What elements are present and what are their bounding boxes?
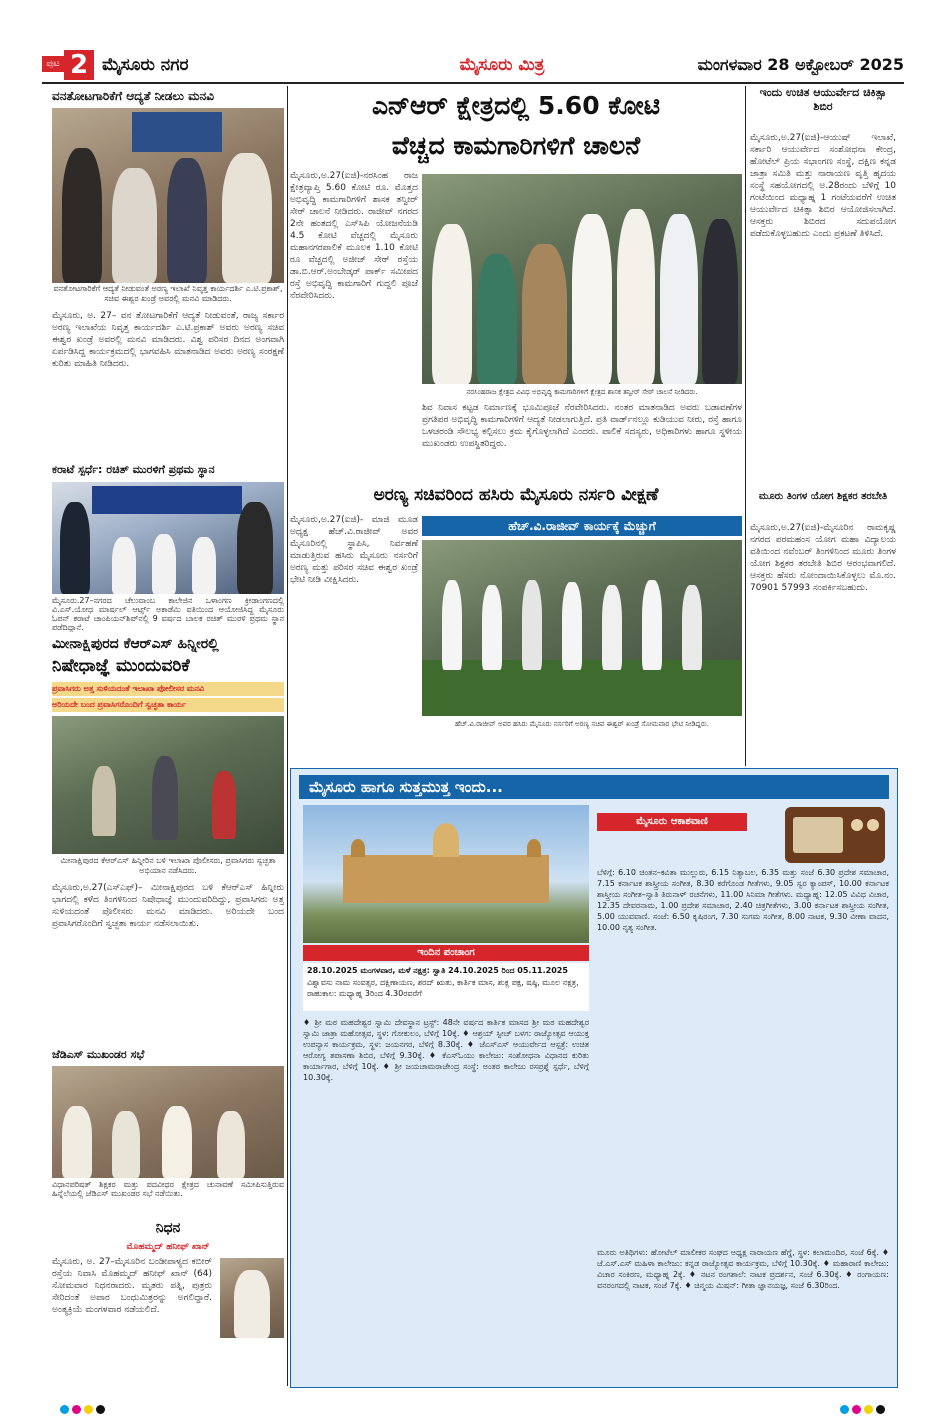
person-figure: [702, 219, 738, 384]
column-divider: [287, 86, 288, 1386]
main-story-photo: [422, 174, 742, 384]
person-figure: [217, 1111, 245, 1178]
person-figure: [152, 534, 176, 594]
section-title: ಮೈಸೂರು ನಗರ: [102, 55, 189, 75]
palace-body: [343, 855, 549, 903]
main-headline: ಎನ್‌ಆರ್ ಕ್ಷೇತ್ರದಲ್ಲಿ 5.60 ಕೋಟಿ: [371, 91, 661, 120]
registration-mark-black: [876, 1405, 885, 1414]
radio-speaker: [793, 817, 843, 853]
nursery-body: ಮೈಸೂರು,ಅ.27(ಐಜಿ)- ಮಾಜಿ ಮೂಡ ಅಧ್ಯಕ್ಷ ಹೆಚ್.ವಿ.ರಾಜೀವ್ ಅವರ ಮೈಸೂರಿನಲ್ಲಿ ಸ್ಥಾಪಿಸಿ, ನಿರ್ವಹಣೆ ಮಾಡುತ್ತಿರುವ ಹಸಿರು ಮೈಸೂರು ನರ್ಸರಿಗೆ ಅರಣ್ಯ ಮತ್ತು ಪರಿಸರ ಸಚಿವ ಈಶ್ವರ ಖಂಡ್ರೆ ಭೇಟಿ ನೀಡಿ ವೀಕ್ಷಿಸಿದರು.: [290, 515, 418, 585]
photo-caption: ವಿಧಾನಪರಿಷತ್ ಶಿಕ್ಷಕರ ಮತ್ತು ಪದವೀಧರ ಕ್ಷೇತ್ರದ ಚುನಾವಣೆ ಸಮೀಪಿಸುತ್ತಿರುವ ಹಿನ್ನೆಲೆಯಲ್ಲಿ ಜೆಡಿಎಸ್ ಮುಖಂಡರ ಸಭೆ ನಡೆಯಿತು.: [52, 1180, 284, 1198]
person-figure: [442, 580, 462, 670]
main-story-body: ಮೈಸೂರು,ಅ.27(ಐಜಿ)-ನರಸಿಂಹ ರಾಜ ಕ್ಷೇತ್ರವ್ಯಾಪ್ತಿ 5.60 ಕೋಟಿ ರೂ. ಮೊತ್ತದ ಅಭಿವೃದ್ಧಿ ಕಾಮಗಾರಿಗಳಿಗೆ ಶಾಸಕ ತನ್ವೀರ್ ಸೇಠ್ ಚಾಲನೆ ನೀಡಿದರು. ರಾಜೀವ್ ನಗರದ 2ನೇ ಹಂತದಲ್ಲಿ ಎಸ್‌ಸಿಪಿ ಯೋಜನೆಯಡಿ 4.5 ಕೋಟಿ ವೆಚ್ಚದಲ್ಲಿ ಮೈಸೂರು ಮಹಾನಗರಪಾಲಿಕೆ ಮೂಲಕ 1.10 ಕೋಟಿ ರೂ ವೆಚ್ಚದಲ್ಲಿ ಅಜೀಜ್ ಸೇಠ್ ರಸ್ತೆಯ ಡಾ.ಬಿ.ಆರ್.ಅಂಬೇಡ್ಕರ್ ಪಾರ್ಕ್ ಸಮೀಪದ ರಸ್ತೆ ಅಭಿವೃದ್ಧಿ ಕಾಮಗಾರಿಗೆ ಗುದ್ದಲಿ ಪೂಜೆ ನೆರವೇರಿಸಿದರು.: [290, 171, 418, 301]
person-figure: [152, 756, 178, 840]
person-figure: [222, 153, 272, 283]
today-panel: [290, 768, 898, 1388]
radio-icon: [785, 807, 885, 863]
person-figure: [482, 585, 502, 670]
palace-photo: [303, 805, 589, 943]
story-bullet: ಅರಿಯದೇ ಬಂದ ಪ್ರವಾಸಿಗರೊಂದಿಗೆ ಸ್ವಚ್ಛತಾ ಕಾರ್ಯ: [52, 698, 284, 712]
nursery-photo: [422, 540, 742, 716]
person-figure: [602, 585, 622, 670]
person-figure: [682, 585, 702, 670]
panchanga-line: 28.10.2025 ಮಂಗಳವಾರ, ಮಳೆ ನಕ್ಷತ್ರ: ಸ್ವಾತಿ 24.10.2025 ರಿಂದ 05.11.2025: [307, 966, 568, 975]
main-story: [290, 86, 742, 476]
person-figure: [167, 158, 207, 283]
registration-mark-black: [96, 1405, 105, 1414]
today-banner: ಮೈಸೂರು ಹಾಗೂ ಸುತ್ತಮುತ್ತ ಇಂದು...: [299, 775, 889, 799]
story-photo: [52, 716, 284, 854]
photo-caption: ವನತೋಟಗಾರಿಕೆಗೆ ಆದ್ಯತೆ ನೀಡುವಂತೆ ಅರಣ್ಯ ಇಲಾಖೆ ನಿವೃತ್ತ ಕಾರ್ಯದರ್ಶಿ ಎ.ಟಿ.ಪ್ರಕಾಶ್, ಸಚಿವ ಈಶ್ವರ ಖಂಡ್ರೆ ಅವರಲ್ಲಿ ಮನವಿ ಮಾಡಿದರು.: [52, 284, 284, 306]
left-story-1: [52, 86, 284, 466]
person-figure: [572, 214, 612, 384]
nursery-headline: ಅರಣ್ಯ ಸಚಿವರಿಂದ ಹಸಿರು ಮೈಸೂರು ನರ್ಸರಿ ವೀಕ್ಷಣೆ: [373, 485, 659, 505]
story-headline: ವನತೋಟಗಾರಿಕೆಗೆ ಆದ್ಯತೆ ನೀಡಲು ಮನವಿ: [52, 89, 214, 103]
person-figure: [237, 502, 273, 594]
story-body: ಮೈಸೂರು,ಅ.27(ಐಜಿ)-ಆಯುಷ್ ಇಲಾಖೆ, ಸರ್ಕಾರಿ ಆಯುರ್ವೇದ ಸಂಶೋಧನಾ ಕೇಂದ್ರ, ಹೋಟೆಲ್ ಪ್ರಿಯ ಸಭಾಂಗಣ ಸಂಸ್ಥೆ, ದಕ್ಷಿಣ ಕನ್ನಡ ಜಾತ್ರಾ ಸಮಿತಿ ಮತ್ತು ನಾರಾಯಣ ವೃತ್ತಿ ಹೃದಯ ಸಂಸ್ಥೆ ಸಹಯೋಗದಲ್ಲಿ ಅ.28ರಂದು ಬೆಳಿಗ್ಗೆ 10 ಗಂಟೆಯಿಂದ ಮಧ್ಯಾಹ್ನ 1 ಗಂಟೆಯವರೆಗೆ ಉಚಿತ ಆಯುರ್ವೇದ ಚಿಕಿತ್ಸಾ ಶಿಬಿರ ಆಯೋಜಿಸಲಾಗಿದೆ. ಆಸಕ್ತರು ಶಿಬಿರದ ಸದುಪಯೋಗ ಪಡೆದುಕೊಳ್ಳಬಹುದು ಎಂದು ಪ್ರಕಟಣೆ ತಿಳಿಸಿದೆ.: [750, 133, 896, 239]
story-photo: [52, 1066, 284, 1178]
palace-dome: [527, 839, 541, 857]
main-story-body-bottom: ಶಿವ ನಿವಾಸ ಕಟ್ಟಡ ನಿರ್ಮಾಣಕ್ಕೆ ಭೂಮಿಪೂಜೆ ನೆರವೇರಿಸಿದರು. ನಂತರ ಮಾತನಾಡಿದ ಅವರು ಬಡಾವಣೆಗಳ ಪ್ರಗತಿಪರ ಅಭಿವೃದ್ಧಿ ಕಾಮಗಾರಿಗಳಿಗೆ ಆದ್ಯತೆ ನೀಡಲಾಗುತ್ತಿದೆ. ಪ್ರತಿ ವಾರ್ಡ್‌ನಲ್ಲೂ ಕುಡಿಯುವ ನೀರು, ರಸ್ತೆ ಹಾಗೂ ಒಳಚರಂಡಿ ಸೌಲಭ್ಯ ಕಲ್ಪಿಸಲು ಕ್ರಮ ಕೈಗೊಳ್ಳಲಾಗಿದೆ ಎಂದರು. ಪಾಲಿಕೆ ಸದಸ್ಯರು, ಅಧಿಕಾರಿಗಳು ಹಾಗೂ ಸ್ಥಳೀಯ ಮುಖಂಡರು ಉಪಸ್ಥಿತರಿದ್ದರು.: [422, 403, 742, 449]
person-figure: [192, 537, 216, 594]
story-photo: [52, 108, 284, 283]
panchanga-line: ವಿಶ್ವಾವಸು ನಾಮ ಸಂವತ್ಸರ, ದಕ್ಷಿಣಾಯಣ, ಶರದ್ ಋತು, ಕಾರ್ತಿಕ ಮಾಸ, ಶುಕ್ಲ ಪಕ್ಷ, ಷಷ್ಠಿ, ಮೂಲ ನಕ್ಷತ್ರ, ರಾಹುಕಾಲ: ಮಧ್ಯಾಹ್ನ 3ರಿಂದ 4.30ರವರೆಗೆ: [307, 978, 579, 998]
left-story-2: [52, 460, 284, 632]
story-body: ಮೈಸೂರು,ಅ.27(ಐಜಿ)-ಮೈಸೂರಿನ ರಾಮಕೃಷ್ಣ ನಗರದ ಪರಮಹಂಸ ಯೋಗ ಮಹಾ ವಿದ್ಯಾಲಯ ವತಿಯಿಂದ ನವೆಂಬರ್ ತಿಂಗಳಿನಿಂದ ಮೂರು ತಿಂಗಳ ಯೋಗ ಶಿಕ್ಷಕರ ತರಬೇತಿ ಶಿಬಿರ ಆರಂಭವಾಗಲಿದೆ. ಆಸಕ್ತರು ಹೆಸರು ನೋಂದಾಯಿಸಿಕೊಳ್ಳಲು ಮೊ.ನಂ. 70901 57993 ಸಂಪರ್ಕಿಸಬಹುದು.: [750, 523, 896, 593]
story-body: ಮೈಸೂರು,ಅ.27(ಎಸ್‌ಎಫ್)– ಮೀನಾಕ್ಷಿಪುರದ ಬಳಿ ಕೆಆರ್‌ಎಸ್ ಹಿನ್ನೀರು ಭಾಗದಲ್ಲಿ ಕಳೆದ ತಿಂಗಳಿನಿಂದ ನಿಷೇಧಾಜ್ಞೆ ಮುಂದುವರಿದಿದ್ದು, ಪ್ರವಾಸಿಗರು ಅತ್ತ ಸುಳಿಯದಂತೆ ಪೊಲೀಸರು ಮನವಿ ಮಾಡಿದರು. ಅರಿಯದೇ ಬಂದ ಪ್ರವಾಸಿಗರೊಂದಿಗೆ ಸ್ವಚ್ಛತಾ ಕಾರ್ಯ ನಡೆಸಲಾಯಿತು.: [52, 883, 284, 929]
obituary-title: ನಿಧನ: [155, 1220, 181, 1236]
paper-title: ಮೈಸೂರು ಮಿತ್ರ: [459, 55, 545, 75]
person-figure: [234, 1270, 270, 1338]
panchanga-box: [303, 963, 589, 1011]
obituary-name: ಮೊಹಮ್ಮದ್ ಹನೀಫ್ ಖಾನ್: [126, 1242, 210, 1252]
person-figure: [162, 1106, 192, 1178]
obituary-body: ಮೈಸೂರು, ಅ. 27–ಮೈಸೂರಿನ ಬಂಡೀಪಾಳ್ಯದ ಕಬೀರ್ ರಸ್ತೆಯ ನಿವಾಸಿ ಮೊಹಮ್ಮದ್ ಹನೀಫ್ ಖಾನ್ (64) ಸೋಮವಾರ ನಿಧನರಾದರು. ಮೃತರು ಪತ್ನಿ, ಪುತ್ರರು ಸೇರಿದಂತೆ ಅಪಾರ ಬಂಧುಮಿತ್ರರನ್ನು ಅಗಲಿದ್ದಾರೆ. ಅಂತ್ಯಕ್ರಿಯೆ ಮಂಗಳವಾರ ನಡೆಯಲಿದೆ.: [52, 1257, 212, 1315]
nursery-caption: ಹೆಚ್.ವಿ.ರಾಜೀವ್ ಅವರ ಹಸಿರು ಮೈಸೂರು ನರ್ಸರಿಗೆ ಅರಣ್ಯ ಸಚಿವ ಈಶ್ವರ್ ಖಂಡ್ರೆ ಸೋಮವಾರ ಭೇಟಿ ನೀಡಿದ್ದರು.: [422, 718, 742, 730]
story-body: ಮೈಸೂರು, ಅ. 27– ವನ ತೋಟಗಾರಿಕೆಗೆ ಆದ್ಯತೆ ನೀಡುವಂತೆ, ರಾಜ್ಯ ಸರ್ಕಾರ ಅರಣ್ಯ ಇಲಾಖೆಯ ನಿವೃತ್ತ ಕಾರ್ಯದರ್ಶಿ ಎ.ಟಿ.ಪ್ರಕಾಶ್ ಅವರು ಅರಣ್ಯ ಸಚಿವ ಈಶ್ವರ ಖಂಡ್ರೆ ಅವರಲ್ಲಿ ಮನವಿ ಮಾಡಿದರು. ವಿಶ್ವ ಪರಿಸರ ದಿನದ ಅಂಗವಾಗಿ ಏರ್ಪಡಿಸಿದ್ದ ಕಾರ್ಯಕ್ರಮದಲ್ಲಿ ಭಾಗವಹಿಸಿ ಮಾತನಾಡಿದ ಅವರು ಅರಣ್ಯ ಸಂರಕ್ಷಣೆ ಕುರಿತು ಮಾಹಿತಿ ನೀಡಿದರು.: [52, 311, 284, 369]
person-figure: [432, 224, 472, 384]
person-figure: [112, 537, 136, 594]
registration-mark-yellow: [864, 1405, 873, 1414]
radio-heading: ಮೈಸೂರು ಆಕಾಶವಾಣಿ: [597, 813, 747, 831]
photo-caption: ಮೈಸೂರು.27–ನಗರದ ಚೆಲುವಾಂಬ ಕಾಲೇಜಿನ ಒಳಾಂಗಣ ಕ್ರೀಡಾಂಗಣದಲ್ಲಿ ವಿ.ಎಸ್.ಯೋಧ ಮಾರ್ಷಲ್ ಆರ್ಟ್ಸ್ ಅಕಾಡೆಮಿ ವತಿಯಿಂದ ಆಯೋಜಿಸಿದ್ದ ಮೈಸೂರು ಓಪನ್ ಕರಾಟೆ ಚಾಂಪಿಯನ್‌ಶಿಪ್‌ನಲ್ಲಿ 9 ವರ್ಷದ ಬಾಲಕ ರಚಿತ್ ಮುರಳಿ ಪ್ರಥಮ ಸ್ಥಾನ ಪಡೆದಿದ್ದಾನೆ.: [52, 596, 284, 632]
story-headline: ಮೀನಾಕ್ಷಿಪುರದ ಕೆಆರ್‌ಎಸ್ ಹಿನ್ನೀರಲ್ಲಿ: [52, 636, 219, 652]
story-bullet: ಪ್ರವಾಸಿಗರು ಅತ್ತ ಸುಳಿಯದಂತೆ ಇಲಾಖಾ ಪೋಲೀಸರ ಮನವಿ: [52, 682, 284, 696]
person-figure: [617, 209, 655, 384]
main-photo-caption: ನರಸಿಂಹರಾಜ ಕ್ಷೇತ್ರದ ವಿವಿಧ ಅಭಿವೃದ್ಧಿ ಕಾಮಗಾರಿಗಳಿಗೆ ಕ್ಷೇತ್ರದ ಶಾಸಕ ತನ್ವೀರ್ ಸೇಠ್ ಚಾಲನೆ ನೀಡಿದರು.: [422, 386, 742, 398]
registration-mark-yellow: [84, 1405, 93, 1414]
date-line: ಮಂಗಳವಾರ 28 ಅಕ್ಟೋಬರ್ 2025: [697, 55, 904, 74]
person-figure: [60, 502, 90, 594]
story-headline: ಕರಾಟೆ ಸ್ಪರ್ಧೆ: ರಚಿತ್ ಮುರಳಿಗೆ ಪ್ರಥಮ ಸ್ಥಾನ: [52, 463, 215, 476]
palace-dome: [351, 839, 365, 857]
story-headline: ಜೆಡಿಎಸ್ ಮುಖಂಡರ ಸಭೆ: [52, 1048, 145, 1061]
masthead-rule: [42, 82, 904, 84]
obituary: [52, 1218, 284, 1386]
person-figure: [642, 580, 662, 670]
backdrop-banner: [92, 486, 242, 514]
obituary-photo: [220, 1258, 284, 1338]
person-figure: [477, 254, 517, 384]
story-headline: ಮೂರು ತಿಂಗಳ ಯೋಗ ಶಿಕ್ಷಕರ ತರಬೇತಿ: [758, 491, 888, 502]
person-figure: [660, 214, 698, 384]
events-list: ಮೂರು ಅತಿಥಿಗಳು: ಹೋಟೆಲ್ ಮಾಲೀಕರ ಸಂಘದ ಅಧ್ಯಕ್ಷ ನಾರಾಯಣ ಹೆಗ್ಡೆ, ಸ್ಥಳ: ಕಲಾಮಂದಿರ, ಸಂಜೆ 6ಕ್ಕೆ. ♦ ಜೆ.ಎಸ್.ಎಸ್ ಮಹಿಳಾ ಕಾಲೇಜು: ಕನ್ನಡ ರಾಜ್ಯೋತ್ಸವ ಕಾರ್ಯಕ್ರಮ, ಬೆಳಿಗ್ಗೆ 10.30ಕ್ಕೆ. ♦ ಮಹಾರಾಣಿ ಕಾಲೇಜು: ವಿಚಾರ ಸಂಕಿರಣ, ಮಧ್ಯಾಹ್ನ 2ಕ್ಕೆ. ♦ ನಟನ ರಂಗಶಾಲೆ: ನಾಟಕ ಪ್ರದರ್ಶನ, ಸಂಜೆ 6.30ಕ್ಕೆ. ♦ ರಂಗಾಯಣ: ವನರಂಗದಲ್ಲಿ ನಾಟಕ, ಸಂಜೆ 7ಕ್ಕೆ. ♦ ಚಿನ್ಮಯ ಮಿಷನ್: ಗೀತಾ ಜ್ಞಾನಯಜ್ಞ, ಸಂಜೆ 6.30ರಿಂದ.: [597, 1248, 889, 1290]
person-figure: [92, 766, 116, 836]
events-list: ♦ ಶ್ರೀ ಮಠ ಮಹದೇಶ್ವರ ಸ್ವಾಮಿ ದೇವಸ್ಥಾನ ಟ್ರಸ್ಟ್: 48ನೇ ವರ್ಷದ ಕಾರ್ತಿಕ ಮಾಸದ ಶ್ರೀ ಮಠ ಮಹದೇಶ್ವರ ಸ್ವಾಮಿ ಜಾತ್ರಾ ಮಹೋತ್ಸವ, ಸ್ಥಳ: ಗೋಕುಲಂ, ಬೆಳಿಗ್ಗೆ 10ಕ್ಕೆ. ♦ ಆಶ್ರಯ್ ಸ್ಪೀಚ್ ಬಳಗ: ರಾಜ್ಯೋತ್ಸವ ಆಯುಕ್ತ ಉಪನ್ಯಾಸ ಕಾರ್ಯಕ್ರಮ, ಸ್ಥಳ: ಜಯನಗರ, ಬೆಳಿಗ್ಗೆ 8.30ಕ್ಕೆ. ♦ ಜೆಎಸ್‌ಎಸ್ ಆಯುರ್ವೇದ ಆಸ್ಪತ್ರೆ: ಉಚಿತ ಆರೋಗ್ಯ ತಪಾಸಣಾ ಶಿಬಿರ, ಬೆಳಿಗ್ಗೆ 9.30ಕ್ಕೆ. ♦ ಕೆಎಸ್‌ಓಯು ಕಾಲೇಜು: ಸಂಶೋಧನಾ ವಿಧಾನದ ಕುರಿತು ಕಾರ್ಯಾಗಾರ, ಬೆಳಿಗ್ಗೆ 10ಕ್ಕೆ. ♦ ಶ್ರೀ ಜಯಚಾಮರಾಜೇಂದ್ರ ಸಂಸ್ಥೆ: ಅಂತರ ಕಾಲೇಜು ರಸಪ್ರಶ್ನೆ ಸ್ಪರ್ಧೆ, ಬೆಳಿಗ್ಗೆ 10.30ಕ್ಕೆ.: [303, 1018, 589, 1082]
page-number: 2: [64, 50, 94, 80]
main-headline: ವೆಚ್ಚದ ಕಾಮಗಾರಿಗಳಿಗೆ ಚಾಲನೆ: [391, 131, 641, 160]
registration-mark-magenta: [72, 1405, 81, 1414]
page-label: ಪುಟ: [42, 56, 64, 72]
masthead: [42, 48, 904, 82]
person-figure: [112, 168, 157, 283]
right-story-2: [750, 490, 896, 766]
palace-dome: [433, 823, 459, 857]
nursery-story: [290, 480, 742, 766]
right-story-1: [750, 86, 896, 486]
nursery-subhead: ಹೆಚ್.ವಿ.ರಾಜೀವ್ ಕಾರ್ಯಕ್ಕೆ ಮೆಚ್ಚುಗೆ: [422, 516, 742, 536]
person-figure: [212, 771, 236, 839]
person-figure: [62, 148, 102, 283]
person-figure: [62, 1106, 92, 1178]
person-figure: [562, 582, 582, 670]
radio-dial: [867, 819, 879, 831]
left-story-4: [52, 1046, 284, 1214]
column-divider: [745, 86, 746, 766]
registration-mark-magenta: [852, 1405, 861, 1414]
radio-dial: [851, 819, 863, 831]
registration-mark-cyan: [60, 1405, 69, 1414]
panchanga-heading: ಇಂದಿನ ಪಂಚಾಂಗ: [303, 945, 589, 961]
backdrop-banner: [132, 112, 222, 152]
person-figure: [522, 580, 542, 670]
person-figure: [112, 1111, 140, 1178]
story-headline: ನಿಷೇಧಾಜ್ಞೆ ಮುಂದುವರಿಕೆ: [52, 656, 190, 676]
left-story-3: [52, 634, 284, 1044]
photo-caption: ಮೀನಾಕ್ಷಿಪುರದ ಕೆಆರ್‌ಎಸ್ ಹಿನ್ನೀರಿನ ಬಳಿ ಇಲಾಖಾ ಪೊಲೀಸರು, ಪ್ರವಾಸಿಗರು ಸ್ವಚ್ಛತಾ ಅಭಿಯಾನ ನಡೆಸಿದರು.: [52, 856, 284, 878]
registration-mark-cyan: [840, 1405, 849, 1414]
story-photo: [52, 482, 284, 594]
radio-schedule: ಬೆಳಿಗ್ಗೆ: 6.10 ಚಿಂತನ–ಕವಿತಾ ಮುಲ್ಲುರು, 6.15 ನಿತ್ಯಾಬಲ, 6.35 ಮತ್ತು ಸಂಜೆ 6.30 ಪ್ರದೇಶ ಸಮಾಚಾರ, 7.15 ಕರ್ನಾಟಕ ಶಾಸ್ತ್ರೀಯ ಸಂಗೀತ, 8.30 ಕರೆಗೊಂಡ ಗೀತೆಗಳು, 9.05 ಸ್ವರ ಕ್ಯಾಂಪಸ್, 10.00 ಕರ್ನಾಟಕ ಶಾಸ್ತ್ರೀಯ ಸಂಗೀತ–ಸ್ವಾತಿ ತಿರುನಾಳ್ ರಚನೆಗಳು, 11.00 ಸಿನಿಮಾ ಗೀತೆಗಳು. ಮಧ್ಯಾಹ್ನ: 12.05 ವಿವಿಧ ವಿಚಾರ, 12.35 ದೇವರನಾಮ, 1.00 ಪ್ರದೇಶ ಸಮಾಚಾರ, 2.40 ಚಿತ್ರಗೀತೆಗಳು, 3.00 ಕರ್ನಾಟಕ ಶಾಸ್ತ್ರೀಯ ಸಂಗೀತ, 5.00 ಯುವವಾಣಿ. ಸಂಜೆ: 6.50 ಕೃಷಿರಂಗ, 7.30 ಸುಗಮ ಸಂಗೀತ, 8.00 ನಾಟಕ, 9.30 ವೀಣಾ ವಾದನ, 10.00 ನೃತ್ಯ ಸಂಗೀತ.: [597, 868, 889, 932]
person-figure: [522, 244, 567, 384]
story-headline: ಇಂದು ಉಚಿತ ಆಯುರ್ವೇದ ಚಿಕಿತ್ಸಾ ಶಿಬಿರ: [759, 86, 887, 113]
